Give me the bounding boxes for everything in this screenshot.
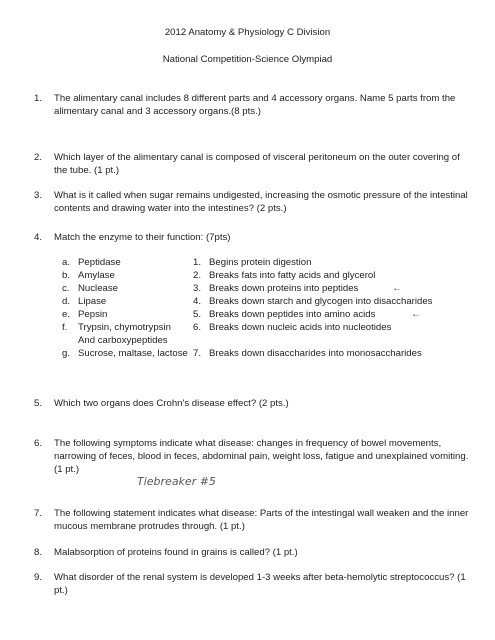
enzyme-name: Pepsin [78,309,108,320]
question-text: Which two organs does Crohn's disease effect? (2 pts.) [54,398,289,409]
function-text: Breaks down disaccharides into monosaccharides [209,348,422,359]
question-5 [34,397,474,410]
handwritten-arrow-icon: ← [392,283,402,294]
function-number: 4. [193,296,202,307]
question-number: 2. [34,152,43,163]
document-title: 2012 Anatomy & Physiology C Division [164,27,331,38]
match-row [62,282,482,295]
question-number: 7. [34,508,43,519]
function-number: 3. [193,283,202,294]
question-text: The following symptoms indicate what disease: changes in frequency of bowel movements, narrowing of feces, blood in feces, abdominal pain, weight loss, fatigue and unexplained vomiting. (1 pt.) [54,438,469,475]
question-number: 6. [34,438,43,449]
question-6 [34,437,474,476]
question-number: 3. [34,190,43,201]
question-number: 9. [34,572,43,583]
document-subtitle: National Competition-Science Olympiad [162,54,333,65]
question-text: The alimentary canal includes 8 different parts and 4 accessory organs. Name 5 parts from the alimentary canal and 3 accessory organs.(8 pts.) [54,93,456,117]
function-number: 6. [193,322,202,333]
match-row [62,321,482,334]
enzyme-letter: c. [62,283,70,294]
question-text: Match the enzyme to their function: (7pts) [54,232,231,243]
enzyme-letter: b. [62,270,71,281]
function-number: 1. [193,257,202,268]
enzyme-letter: d. [62,296,71,307]
enzyme-name: Nuclease [78,283,118,294]
question-2 [34,151,474,177]
handwritten-tiebreaker-note: Tiebreaker #5 [137,475,216,488]
enzyme-name: Peptidase [78,257,121,268]
matching-table [62,256,482,360]
question-3 [34,189,474,215]
question-8 [34,546,474,559]
function-text: Breaks down peptides into amino acids [209,309,376,320]
question-4 [34,231,474,244]
match-row [62,269,482,282]
function-number: 7. [193,348,202,359]
question-text: What is it called when sugar remains undigested, increasing the osmotic pressure of the intestinal contents and drawing water into the intestines? (2 pts.) [54,190,468,214]
match-row [62,347,482,360]
enzyme-name: Sucrose, maltase, lactose [78,348,188,359]
enzyme-name: Lipase [78,296,107,307]
question-text: Malabsorption of proteins found in grains is called? (1 pt.) [54,547,298,558]
enzyme-letter: a. [62,257,71,268]
question-number: 5. [34,398,43,409]
enzyme-name: And carboxypeptides [78,335,168,346]
handwritten-arrow-icon: ← [411,309,421,320]
match-row [62,295,482,308]
function-number: 5. [193,309,202,320]
enzyme-letter: e. [62,309,71,320]
match-row [62,308,482,321]
function-text: Breaks down starch and glycogen into disaccharides [209,296,433,307]
match-row [62,334,482,347]
question-9 [34,571,474,597]
question-number: 4. [34,232,43,243]
function-number: 2. [193,270,202,281]
function-text: Breaks down proteins into peptides [209,283,359,294]
question-text: The following statement indicates what disease: Parts of the intestingal wall weaken and the inner mucous membrane protrudes through. (1 pt.) [54,508,469,532]
function-text: Breaks fats into fatty acids and glycerol [209,270,376,281]
question-number: 1. [34,93,43,104]
function-text: Breaks down nucleic acids into nucleotides [209,322,392,333]
enzyme-name: Amylase [78,270,115,281]
enzyme-letter: f. [62,322,68,333]
enzyme-name: Trypsin, chymotrypsin [78,322,171,333]
question-1 [34,92,474,118]
question-text: What disorder of the renal system is developed 1-3 weeks after beta-hemolytic streptococcus? (1 pt.) [54,572,466,596]
function-text: Begins protein digestion [209,257,312,268]
question-number: 8. [34,547,43,558]
question-text: Which layer of the alimentary canal is composed of visceral peritoneum on the outer covering of the tube. (1 pt.) [54,152,460,176]
match-row [62,256,482,269]
enzyme-letter: g. [62,348,71,359]
question-7 [34,507,474,533]
